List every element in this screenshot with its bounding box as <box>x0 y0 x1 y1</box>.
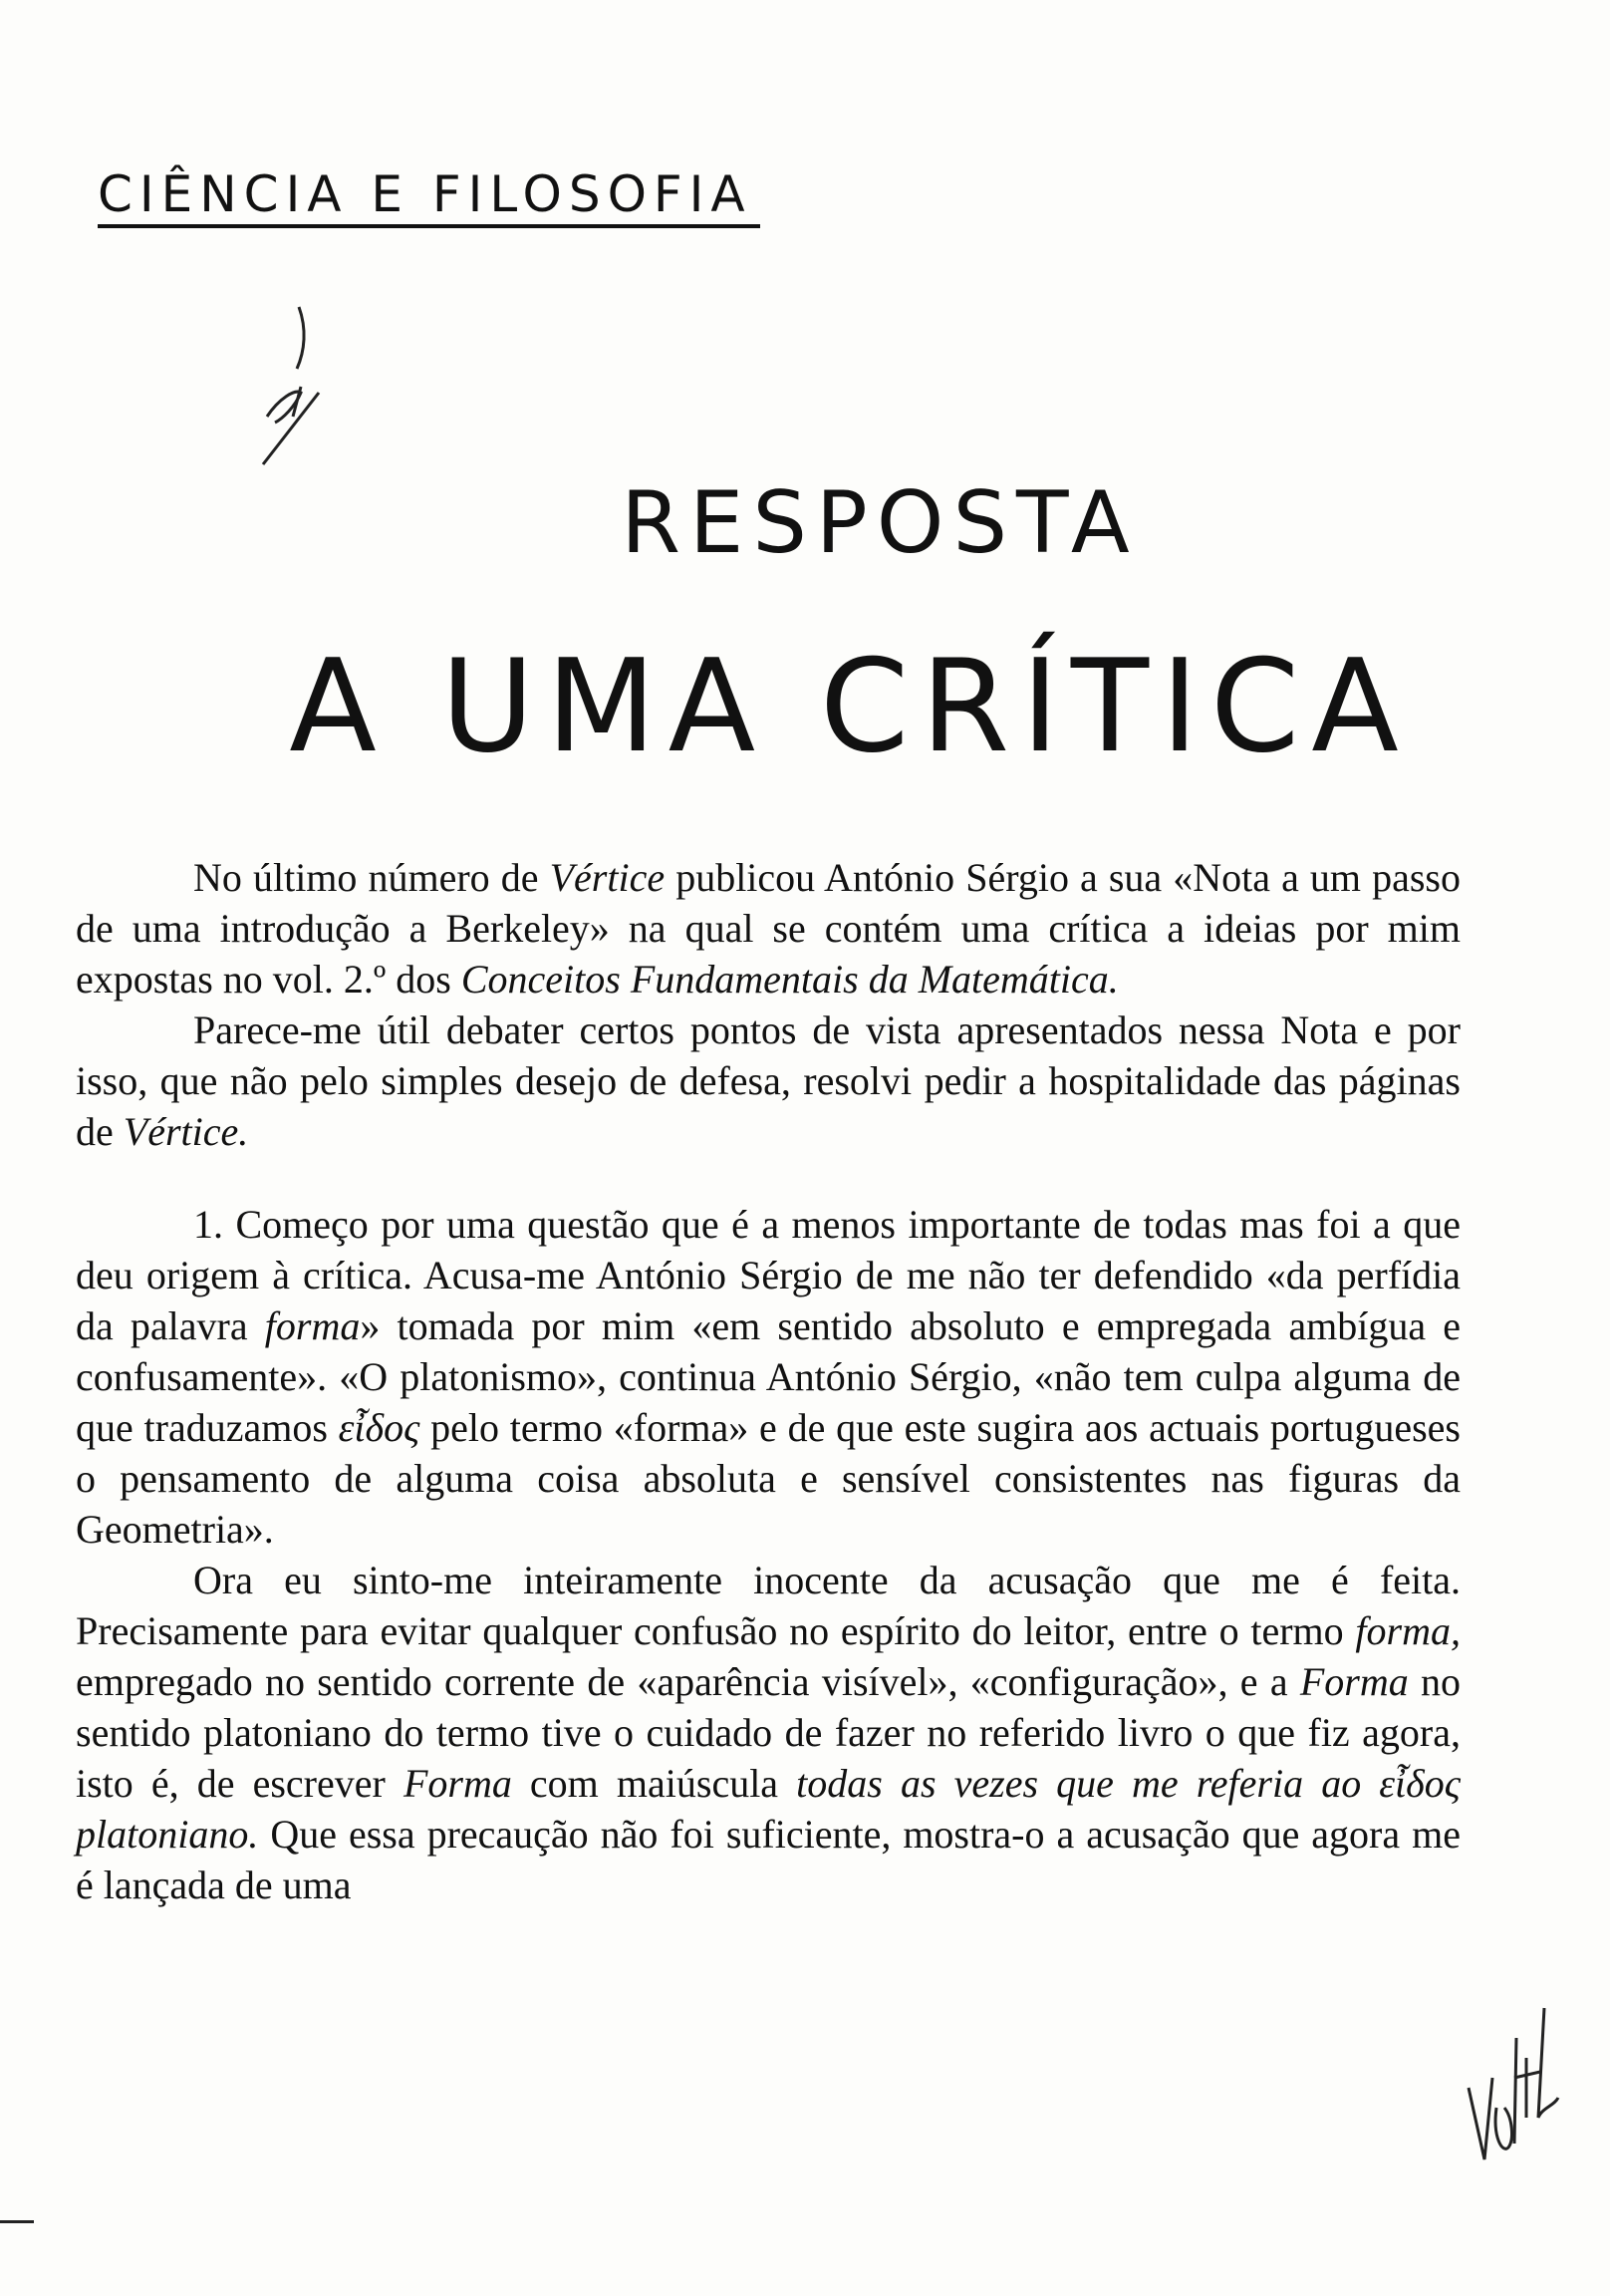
page-edge-mark <box>0 2220 34 2223</box>
text-run: No último número de <box>193 855 550 900</box>
italic-text: forma <box>264 1303 361 1348</box>
paragraph <box>76 1199 1461 1555</box>
text-run: 1. Começo por uma questão que é a menos importante de todas mas foi a que deu origem à crítica. Acusa-me António Sérgio de me não ter defendido «da perfídia da palavra <box>76 1202 1461 1348</box>
italic-text: Conceitos Fundamentais da Matemática. <box>460 957 1119 1002</box>
paragraph <box>76 1555 1461 1910</box>
text-run: empregado no sentido corrente de «aparência visível», «configuração», e a <box>76 1659 1300 1704</box>
text-run: pelo termo «forma» e de que este sugira aos actuais portugueses o pensamento de alguma coisa absoluta e sensível consistentes nas figuras da Geometria». <box>76 1405 1462 1552</box>
text-run: no sentido platoniano do termo tive o cuidado de fazer no referido livro o que fiz agora, isto é, de escrever <box>76 1659 1462 1806</box>
text-run: publicou António Sérgio a sua «Nota a um passo de uma introdução a Berkeley» na qual se contém uma crítica a ideias por mim expostas no vol. 2.º dos <box>76 855 1462 1002</box>
italic-text: forma, <box>1355 1608 1461 1653</box>
article-title-line-2: A UMA CRÍTICA <box>289 633 1411 781</box>
handwritten-margin-note <box>1463 1968 1572 2167</box>
italic-text: Forma <box>1299 1659 1409 1704</box>
handwritten-annotation-mark <box>239 289 349 488</box>
text-run: » tomada por mim «em sentido absoluto e empregada ambígua e confusamente». «O platonismo», continua António Sérgio, «não tem culpa alguma de que traduzamos <box>76 1303 1462 1450</box>
italic-text: todas as vezes que me referia ao εἶδος platoniano. <box>76 1761 1461 1857</box>
text-run: com maiúscula <box>511 1761 797 1806</box>
text-run: Que essa precaução não foi suficiente, mostra-o a acusação que agora me é lançada de uma <box>76 1812 1461 1907</box>
paragraph <box>76 852 1461 1004</box>
text-run: Ora eu sinto-me inteiramente inocente da acusação que me é feita. Precisamente para evitar qualquer confusão no espírito do leitor, entre o termo <box>76 1558 1461 1653</box>
italic-text: εἶδος <box>338 1405 420 1450</box>
italic-text: Vértice <box>549 855 666 900</box>
paragraph <box>76 1004 1461 1157</box>
italic-text: Forma <box>402 1761 512 1806</box>
section-heading: CIÊNCIA E FILOSOFIA <box>98 165 752 223</box>
text-run: Parece-me útil debater certos pontos de vista apresentados nessa Nota e por isso, que não pelo simples desejo de defesa, resolvi pedir a hospitalidade das páginas de <box>76 1007 1461 1154</box>
section-underline <box>98 224 760 228</box>
article-body <box>76 852 1461 1910</box>
italic-text: Vértice. <box>123 1109 249 1154</box>
article-title-line-1: RESPOSTA <box>621 473 1139 573</box>
